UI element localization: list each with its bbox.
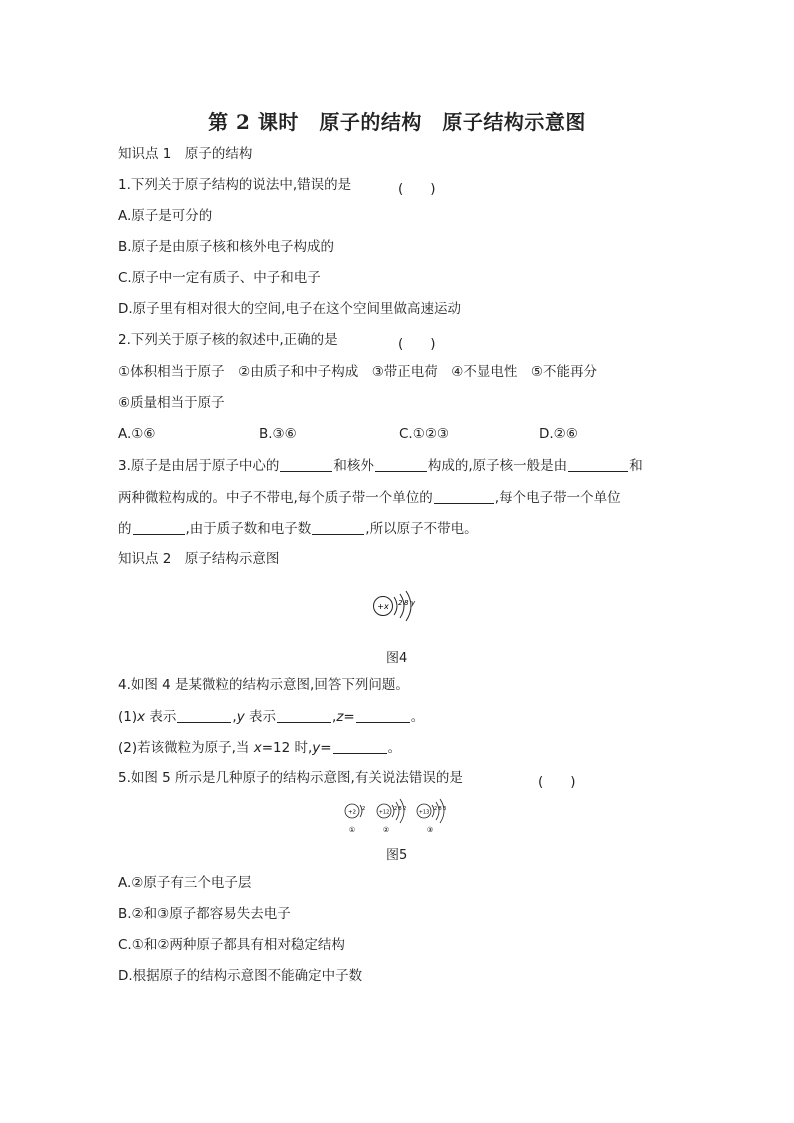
q2-option-a: A.①⑥ — [118, 426, 156, 442]
section-1-label: 知识点 1 原子的结构 — [118, 146, 253, 162]
q4-sub-1: (1)x 表示 ,y 表示 ,z= 。 — [118, 709, 425, 725]
blank-y-meaning[interactable] — [277, 708, 331, 723]
q5-option-a: A.②原子有三个电子层 — [118, 875, 252, 891]
fig5-atom-1-shell-1: 2 — [362, 806, 366, 812]
fig5-atom-2-nucleus-label: +12 — [378, 809, 390, 816]
blank-equal[interactable] — [312, 520, 364, 535]
figure-4-caption: 图4 — [386, 651, 408, 666]
q2-stem: 2.下列关于原子核的叙述中,正确的是 — [118, 332, 338, 348]
q2-option-d: D.②⑥ — [539, 426, 578, 442]
fig5-atom-3-label: ③ — [426, 826, 434, 834]
figure-4-atom-diagram — [368, 588, 428, 628]
q1-answer-paren: ( ) — [398, 181, 436, 197]
q1-stem: 1.下列关于原子结构的说法中,错误的是 — [118, 177, 352, 193]
fig4-shell-1-label: 2 — [398, 599, 403, 607]
q2-items-line-1: ①体积相当于原子 ②由质子和中子构成 ③带正电荷 ④不显电性 ⑤不能再分 — [118, 364, 598, 380]
blank-z-value[interactable] — [356, 708, 410, 723]
q2-option-b: B.③⑥ — [259, 426, 297, 442]
blank-proton[interactable] — [568, 457, 628, 472]
q1-option-b: B.原子是由原子核和核外电子构成的 — [118, 239, 335, 255]
blank-y-value[interactable] — [333, 739, 387, 754]
figure-5-caption: 图5 — [386, 848, 408, 863]
blank-electrons[interactable] — [375, 457, 427, 472]
q3-line-1: 3.原子是由居于原子中心的 和核外 构成的,原子核一般是由 和 — [118, 458, 643, 474]
fig5-atom-1-nucleus-label: +2 — [347, 809, 357, 816]
fig5-atom-2-shell-3: 2 — [403, 806, 407, 812]
q1-option-d: D.原子里有相对很大的空间,电子在这个空间里做高速运动 — [118, 301, 461, 317]
page-title: 第 2 课时 原子的结构 原子结构示意图 — [208, 110, 586, 134]
fig5-atom-2-shell-1: 2 — [394, 806, 398, 812]
q4-sub-2: (2)若该微粒为原子,当 x=12 时,y= 。 — [118, 740, 402, 756]
q1-option-c: C.原子中一定有质子、中子和电子 — [118, 270, 321, 286]
fig5-atom-3-shell-1: 2 — [434, 806, 438, 812]
q2-option-c: C.①②③ — [399, 426, 450, 442]
fig5-atom-3-shell-2: 8 — [438, 806, 442, 812]
q5-option-c: C.①和②两种原子都具有相对稳定结构 — [118, 937, 345, 953]
q5-option-d: D.根据原子的结构示意图不能确定中子数 — [118, 968, 363, 984]
fig5-atom-2-shell-2: 8 — [398, 806, 402, 812]
fig4-nucleus-label: +x — [377, 602, 389, 611]
q5-option-b: B.②和③原子都容易失去电子 — [118, 906, 291, 922]
blank-negative-charge[interactable] — [133, 520, 185, 535]
fig5-atom-3-nucleus-label: +13 — [418, 809, 430, 816]
blank-nucleus[interactable] — [280, 457, 332, 472]
fig5-atom-3-shell-3: 3 — [443, 806, 447, 812]
q2-items-line-2: ⑥质量相当于原子 — [118, 395, 225, 411]
q1-option-a: A.原子是可分的 — [118, 208, 213, 224]
q3-line-3: 的 ,由于质子数和电子数 ,所以原子不带电。 — [118, 521, 478, 537]
blank-x-meaning[interactable] — [177, 708, 231, 723]
q2-answer-paren: ( ) — [398, 336, 436, 352]
q4-stem: 4.如图 4 是某微粒的结构示意图,回答下列问题。 — [118, 677, 409, 693]
fig5-atom-2-label: ② — [382, 826, 390, 834]
q5-stem: 5.如图 5 所示是几种原子的结构示意图,有关说法错误的是 — [118, 770, 463, 786]
fig4-shell-2-label: 8 — [404, 599, 409, 607]
fig5-atom-1-label: ① — [348, 826, 356, 834]
q3-line-2: 两种微粒构成的。中子不带电,每个质子带一个单位的 ,每个电子带一个单位 — [118, 490, 621, 506]
q5-answer-paren: ( ) — [538, 774, 576, 790]
fig4-shell-3-label: y — [411, 599, 416, 607]
blank-positive-charge[interactable] — [434, 489, 494, 504]
fig4-shell-1-arc — [394, 597, 397, 615]
figure-5-atom-diagrams — [338, 798, 458, 838]
section-2-label: 知识点 2 原子结构示意图 — [118, 551, 280, 567]
